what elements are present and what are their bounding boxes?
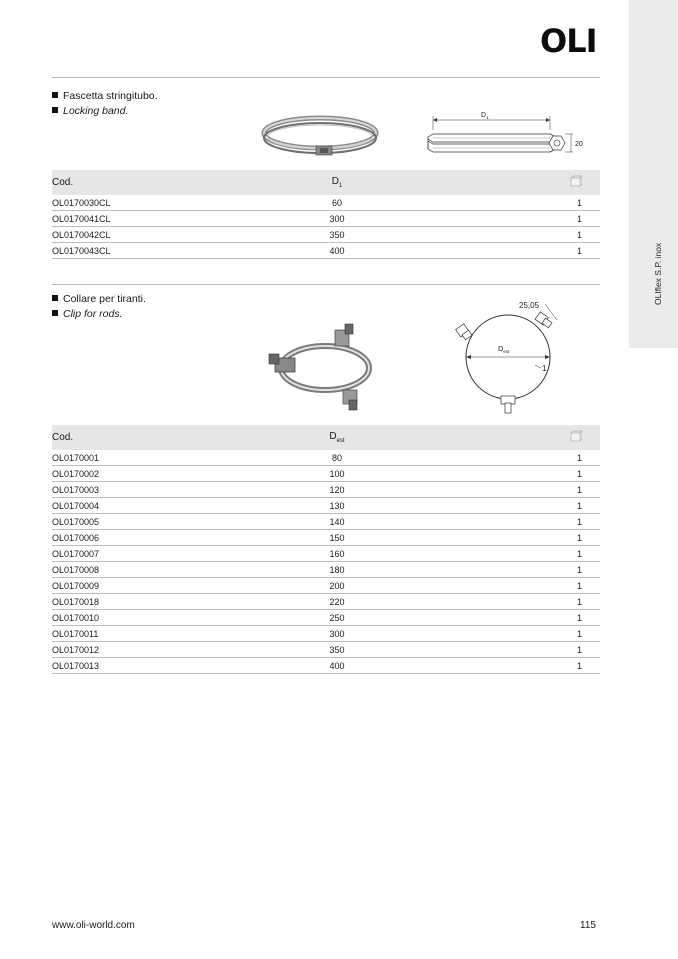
page-number: 115 [580,920,596,931]
table-header [52,170,600,195]
product-code: OL0170012 [52,642,302,658]
table-header [52,425,600,450]
diameter-value: 100 [302,466,372,482]
product-code: OL0170006 [52,530,302,546]
package-quantity: 1 [372,546,600,562]
locking-band-drawing [425,108,590,163]
table-row [52,530,600,546]
package-quantity: 1 [372,450,600,466]
clip-table [52,425,600,674]
package-quantity: 1 [372,562,600,578]
table-row [52,578,600,594]
product-code: OL0170010 [52,610,302,626]
section-divider [52,77,600,78]
header-package [372,170,600,195]
product-code: OL0170009 [52,578,302,594]
package-quantity: 1 [372,642,600,658]
package-quantity: 1 [372,610,600,626]
product-code: OL0170041CL [52,211,302,227]
product-code: OL0170003 [52,482,302,498]
package-quantity: 1 [372,482,600,498]
table-row [52,243,600,259]
header-diameter: $D_{est}$ [302,425,372,450]
diameter-value: 220 [302,594,372,610]
header-code: Cod. [52,170,302,195]
thickness-label: 1 [542,364,547,373]
package-quantity: 1 [372,626,600,642]
side-label: OLIflex S.P. inox [653,242,663,305]
package-quantity: 1 [372,658,600,674]
clip-photo [265,320,390,415]
table-row [52,626,600,642]
product-code: OL0170018 [52,594,302,610]
locking-band-table [52,170,600,259]
diameter-value: 400 [302,658,372,674]
table-row [52,546,600,562]
diameter-value: 300 [302,211,372,227]
package-quantity: 1 [372,227,600,243]
diameter-label: $D_1$ [481,112,489,120]
package-quantity: 1 [372,211,600,227]
diameter-value: 350 [302,227,372,243]
bullet-square-icon [52,310,58,316]
bullet-square-icon [52,295,58,301]
table-row [52,498,600,514]
product-code: OL0170007 [52,546,302,562]
table-row [52,562,600,578]
package-quantity: 1 [372,578,600,594]
diameter-value: 60 [302,195,372,211]
package-quantity: 1 [372,530,600,546]
box-icon [570,175,582,187]
product-name-it: Collare per tiranti. [52,292,146,307]
product-code: OL0170011 [52,626,302,642]
bullet-square-icon [52,92,58,98]
diameter-value: 120 [302,482,372,498]
table-row [52,211,600,227]
product-name-en: Locking band. [52,104,128,119]
diameter-label: $D_{est}$ [498,344,510,354]
table-row [52,195,600,211]
package-quantity: 1 [372,594,600,610]
diameter-value: 200 [302,578,372,594]
diameter-value: 140 [302,514,372,530]
box-icon [570,430,582,442]
oli-logo: OLI [540,22,597,60]
product-code: OL0170002 [52,466,302,482]
footer-url[interactable]: www.oli-world.com [52,920,135,931]
table-row [52,594,600,610]
table-row [52,610,600,626]
table-row [52,450,600,466]
diameter-value: 400 [302,243,372,259]
product-code: OL0170030CL [52,195,302,211]
locking-band-photo [260,108,380,163]
table-row [52,227,600,243]
package-quantity: 1 [372,195,600,211]
product-code: OL0170004 [52,498,302,514]
table-row [52,642,600,658]
diameter-value: 150 [302,530,372,546]
diameter-value: 250 [302,610,372,626]
product-code: OL0170013 [52,658,302,674]
product-code: OL0170001 [52,450,302,466]
dimension-label: 25,05 [519,301,540,310]
diameter-value: 80 [302,450,372,466]
diameter-value: 350 [302,642,372,658]
diameter-value: 300 [302,626,372,642]
product-code: OL0170008 [52,562,302,578]
product-code: OL0170043CL [52,243,302,259]
header-code: Cod. [52,425,302,450]
package-quantity: 1 [372,466,600,482]
diameter-value: 160 [302,546,372,562]
bullet-square-icon [52,107,58,113]
table-row [52,514,600,530]
header-package [372,425,600,450]
product-name-it: Fascetta stringitubo. [52,89,158,104]
header-diameter: $D_1$ [302,170,372,195]
product-name-en: Clip for rods. [52,307,123,322]
product-code: OL0170005 [52,514,302,530]
table-row [52,482,600,498]
diameter-value: 130 [302,498,372,514]
clip-drawing [445,292,595,417]
package-quantity: 1 [372,498,600,514]
height-label: 20 [575,141,583,148]
diameter-value: 180 [302,562,372,578]
product-code: OL0170042CL [52,227,302,243]
package-quantity: 1 [372,243,600,259]
package-quantity: 1 [372,514,600,530]
section-divider [52,284,600,285]
table-row [52,658,600,674]
table-row [52,466,600,482]
